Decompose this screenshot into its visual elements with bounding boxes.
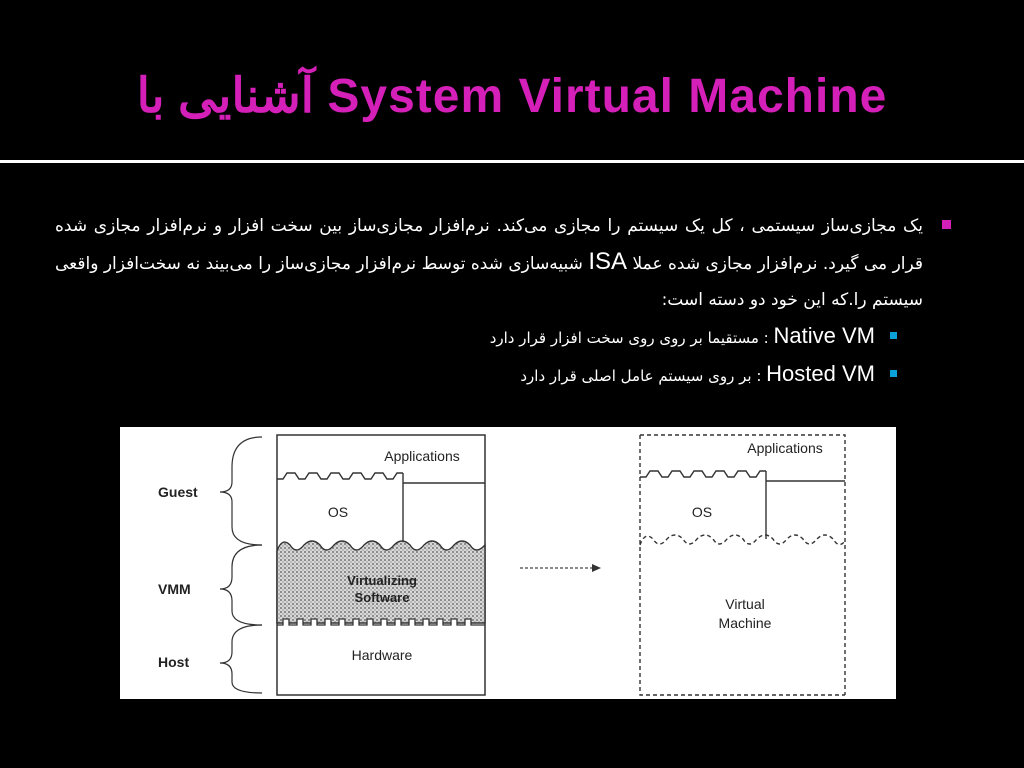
guest-label: Guest — [158, 484, 198, 500]
slide-body — [55, 208, 923, 394]
square-bullet-icon — [890, 332, 897, 339]
host-label: Host — [158, 654, 190, 670]
isa-term: ISA — [588, 248, 628, 275]
virtualizing-label-line2: Software — [354, 590, 410, 605]
sub-bullet-native — [55, 318, 875, 356]
right-os-label: OS — [691, 504, 713, 520]
virtual-machine-label-line2: Machine — [718, 615, 772, 631]
body-text-part1: یک مجازی‌ساز سیستمی ، کل یک سیستم را مجازی می‌کند. نرم‌افزار مجازی‌ساز بین سخت افزار و نرم‌افزار مجازی شده قرار می گیرد. نرم‌افزار مجازی شده عملا — [55, 216, 924, 274]
hosted-vm-term: Hosted VM — [766, 361, 875, 386]
virtualizing-label-line1: Virtualizing — [347, 573, 417, 588]
sub-bullet-hosted — [55, 356, 875, 394]
right-stack — [640, 435, 845, 695]
native-vm-term: Native VM — [773, 323, 875, 348]
native-vm-desc: : مستقیما بر روی روی سخت افزار قرار دارد — [489, 329, 769, 347]
left-applications-label: Applications — [384, 448, 460, 464]
main-bullet — [55, 208, 923, 318]
vm-diagram — [120, 427, 896, 699]
arrow-right-icon — [520, 564, 601, 572]
square-bullet-icon — [890, 370, 897, 377]
square-bullet-icon — [942, 220, 951, 229]
hardware-label: Hardware — [351, 647, 413, 663]
virtual-machine-label-line1: Virtual — [725, 596, 765, 612]
brace-lines — [220, 437, 262, 693]
vmm-label: VMM — [158, 581, 191, 597]
title-divider — [0, 160, 1024, 163]
body-text-part2: شبیه‌سازی شده توسط نرم‌افزار مجازی‌ساز را می‌بیند نه سخت‌افزار واقعی سیستم را.که این خود دو دسته است: — [55, 254, 923, 310]
left-os-label: OS — [327, 504, 349, 520]
right-applications-label: Applications — [747, 440, 823, 456]
slide-title: آشنایی با System Virtual Machine — [136, 70, 888, 123]
hosted-vm-desc: : بر روی سیستم عامل اصلی قرار دارد — [520, 367, 762, 385]
